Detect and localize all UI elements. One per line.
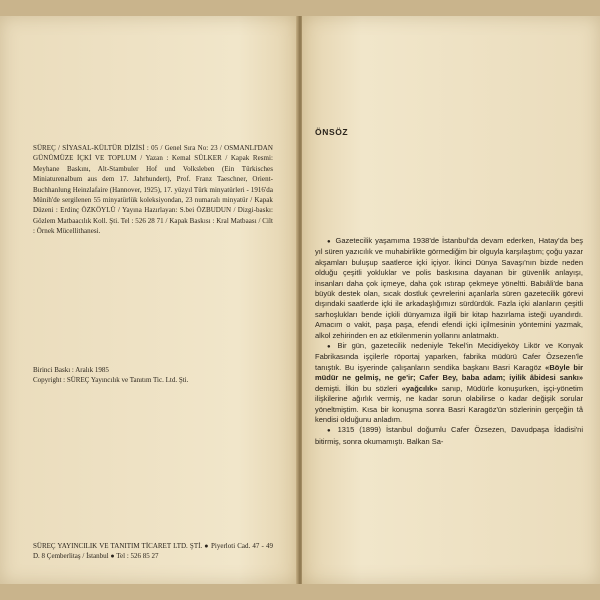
paragraph-2: ● Bir gün, gazetecilik nedeniyle Tekel'in Mecidiyeköy Likör ve Konyak Fabrikasında işçilerle röportaj yaparken, fabrika müdürü Cafer Özsezen'le tanıştık. Bu işyerinde çalışanların sendika başkanı Basri Karagöz «Böyle bir müdür ne gelmiş, ne ge'ir; Cafer Bey, baba adam; iyilik âbidesi sankı» demişti. İlkin bu sözleri «yağcılık» sanıp, Müdürle konuşurken, işçi-yönetim ilişkilerine ağırlık vermiş, ne kadar sorun olabilirse o kadar değişik sorular yöneltmiştim. Kısa bir konuşma sonra Basri Karagöz'ün sözlerinin gerçeğin tâ kendisi olduğunu anladım. (315, 341, 584, 424)
paragraph-3: ● 1315 (1899) İstanbul doğumlu Cafer Özsezen, Davudpaşa İdadisi'ni bitirmiş, sonra okumamıştı. Balkan Sa- (315, 425, 583, 446)
bullet-icon: ● (327, 239, 332, 245)
left-page (0, 16, 298, 584)
bullet-icon: ● (327, 428, 334, 435)
page-title: ÖNSÖZ (315, 127, 349, 137)
publisher-address: SÜREÇ YAYINCILIK VE TANITIM TİCARET LTD. ŞTİ. ● Piyerloti Cad. 47 - 49 D. 8 Çemberlitaş / İstanbul ● Tel : 526 85 27 (33, 542, 273, 561)
foreword-body (315, 236, 583, 447)
first-edition: Birinci Baskı : Aralık 1985 (33, 366, 109, 374)
bullet-icon: ● (327, 344, 334, 351)
edition-info (33, 365, 273, 386)
paragraph-1: ● Gazetecilik yaşamıma 1938'de İstanbul'da devam ederken, Hatay'da beş yıl süren yazıcılık ve muhabirlikte görmediğim bir olguyla karşılaştım; çoğu yazar akşamları buluşup saatlerce içki içiyor. İkinci Dünya Savaşı'nın bizde neden olduğu çeşitli yokluklar ve polis baskısına dayanan bir güvenlik anlayışı, insanları daha çok içmeye, daha çok ıstırap çekmeye yöneltti. Babıâli'de bana büyük destek olan, sıcak dostluk çevrelerini açanlarla süren gazetecilik görevi dışındaki saatlerde içki ile arkadaşlığımızı sürdürdük. Fazla içki alanların çeşitli sarhoşlukları bende içkili dünyamıza ilgili bir kitap hazırlama isteği uyandırdı. Amacım o vakit, paşa paşa, efendi efendi içki içilmesinin yöntemini yazmak, alkol zehirinden en az etkilenmenin yollarını anlatmaktı. (315, 236, 583, 340)
copyright: Copyright : SÜREÇ Yayıncılık ve Tanıtım Tic. Ltd. Şti. (33, 376, 189, 385)
imprint-text: SÜREÇ / SİYASAL-KÜLTÜR DİZİSİ : 05 / Genel Sıra No: 23 / OSMANLI'DAN GÜNÜMÜZE İÇKİ VE TOPLUM / Yazan : Kemal SÜLKER / Kapak Resmi: Meyhane Baskını, Alt-Stambuler Hof und Volksleben (Ein Türkisches Miniaturenalbum aus dem 17. Jahrhundert), Prof. Franz Taeschner, Orient-Buchhanlung Heinzlafaire (Hannover, 1925), 17. yüzyıl Türk minyatürleri - 1916'da Münih'de sergilenen 55 minyatürlük koleksiyondan, 23 numaralı minyatür / Kapak Düzeni : Erdinç ÖZKÖYLÜ / Yayına Hazırlayan: S.bei ÖZBUDUN / Dizgi-baskı: Gözlem Matbaacılık Koll. Şti. Tel : 526 28 71 / Kapak Baskısı : Kral Matbaası / Cilt : Örnek Mücellithanesi. (33, 144, 273, 236)
